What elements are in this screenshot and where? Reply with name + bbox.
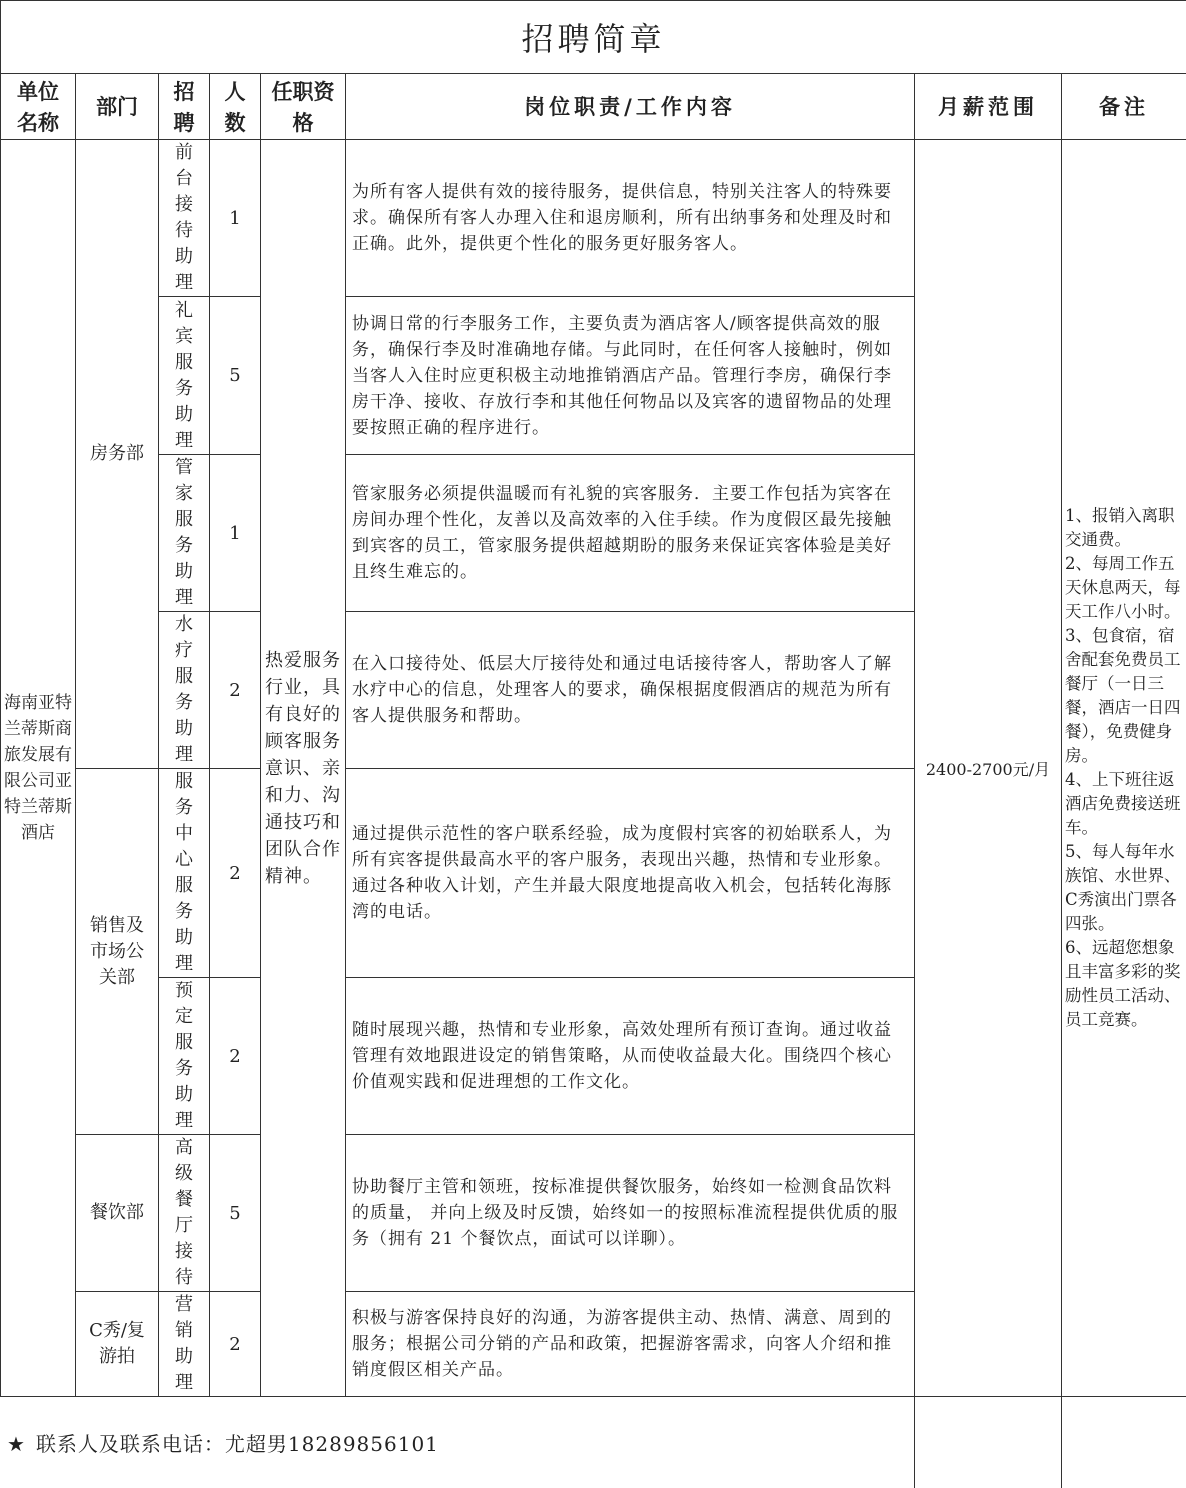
department-room-division: 房务部 [76, 140, 159, 769]
blank-cell [1062, 1397, 1186, 1488]
position-count: 5 [210, 1135, 261, 1292]
table-row [1, 140, 1186, 297]
position-duty: 协调日常的行李服务工作，主要负责为酒店客人/顾客提供高效的服务，确保行李及时准确地存储。与此同时，在任何客人接触时，例如当客人入住时应更积极主动地推销酒店产品。管理行李房，确保行李房干净、接收、存放行李和其他任何物品以及宾客的遗留物品的处理要按照正确的程序进行。 [346, 297, 915, 455]
position-count: 2 [210, 612, 261, 769]
department-food-beverage: 餐饮部 [76, 1135, 159, 1292]
position-duty: 管家服务必须提供温暖而有礼貌的宾客服务．主要工作包括为宾客在房间办理个性化，友善以及高效率的入住手续。作为度假区最先接触到宾客的员工，管家服务提供超越期盼的服务来保证宾客体验是美好且终生难忘的。 [346, 455, 915, 612]
header-notes: 备注 [1062, 74, 1186, 140]
header-count: 人数 [210, 74, 261, 140]
header-salary: 月薪范围 [915, 74, 1062, 140]
position-duty: 在入口接待处、低层大厅接待处和通过电话接待客人，帮助客人了解水疗中心的信息，处理客人的要求，确保根据度假酒店的规范为所有客人提供服务和帮助。 [346, 612, 915, 769]
position-title: 礼宾服务助理 [159, 297, 210, 455]
position-duty: 积极与游客保持良好的沟通，为游客提供主动、热情、满意、周到的服务；根据公司分销的产品和政策，把握游客需求，向客人介绍和推销度假区相关产品。 [346, 1292, 915, 1397]
position-count: 2 [210, 978, 261, 1135]
unit-name: 海南亚特兰蒂斯商旅发展有限公司亚特兰蒂斯酒店 [1, 140, 76, 1397]
notes-text: 1、报销入离职交通费。 2、每周工作五天休息两天，每天工作八小时。 3、包食宿，宿舍配套免费员工餐厅（一日三餐，酒店一日四餐），免费健身房。 4、上下班往返酒店免费接送班车。 5、每人每年水族馆、水世界、C秀演出门票各四张。 6、远超您想象且丰富多彩的奖励性员工活动、员工竞赛。 [1062, 140, 1186, 1397]
qualification-text: 热爱服务行业，具有良好的顾客服务意识、亲和力、沟通技巧和团队合作精神。 [261, 140, 346, 1397]
position-duty: 协助餐厅主管和领班，按标准提供餐饮服务，始终如一检测食品饮料的质量， 并向上级及时反馈，始终如一的按照标准流程提供优质的服务（拥有 21 个餐饮点，面试可以详聊）。 [346, 1135, 915, 1292]
position-duty: 随时展现兴趣，热情和专业形象，高效处理所有预订查询。通过收益管理有效地跟进设定的销售策略，从而使收益最大化。围绕四个核心价值观实践和促进理想的工作文化。 [346, 978, 915, 1135]
position-count: 1 [210, 455, 261, 612]
position-count: 1 [210, 140, 261, 297]
contact-text: 联系人及联系电话：尤超男18289856101 [36, 1432, 439, 1456]
department-c-show: C秀/复游拍 [76, 1292, 159, 1397]
page-title: 招聘简章 [1, 1, 1186, 74]
position-title: 预定服务助理 [159, 978, 210, 1135]
blank-cell [915, 1397, 1062, 1488]
header-recruit: 招聘 [159, 74, 210, 140]
salary-range: 2400-2700元/月 [915, 140, 1062, 1397]
position-duty: 为所有客人提供有效的接待服务，提供信息，特别关注客人的特殊要求。确保所有客人办理入住和退房顺利，所有出纳事务和处理及时和正确。此外，提供更个性化的服务更好服务客人。 [346, 140, 915, 297]
contact-line [1, 1397, 915, 1488]
position-count: 5 [210, 297, 261, 455]
position-title: 服务中心服务助理 [159, 769, 210, 978]
position-title: 前台接待助理 [159, 140, 210, 297]
position-title: 营销助理 [159, 1292, 210, 1397]
position-count: 2 [210, 1292, 261, 1397]
position-count: 2 [210, 769, 261, 978]
header-duties: 岗位职责/工作内容 [346, 74, 915, 140]
position-duty: 通过提供示范性的客户联系经验，成为度假村宾客的初始联系人，为所有宾客提供最高水平的客户服务，表现出兴趣，热情和专业形象。通过各种收入计划，产生并最大限度地提高收入机会，包括转化海豚湾的电话。 [346, 769, 915, 978]
header-qualification: 任职资格 [261, 74, 346, 140]
position-title: 管家服务助理 [159, 455, 210, 612]
department-sales-marketing: 销售及市场公关部 [76, 769, 159, 1135]
header-unit-name: 单位名称 [1, 74, 76, 140]
star-icon: ★ [7, 1432, 26, 1456]
position-title: 水疗服务助理 [159, 612, 210, 769]
header-department: 部门 [76, 74, 159, 140]
position-title: 高级餐厅接待 [159, 1135, 210, 1292]
